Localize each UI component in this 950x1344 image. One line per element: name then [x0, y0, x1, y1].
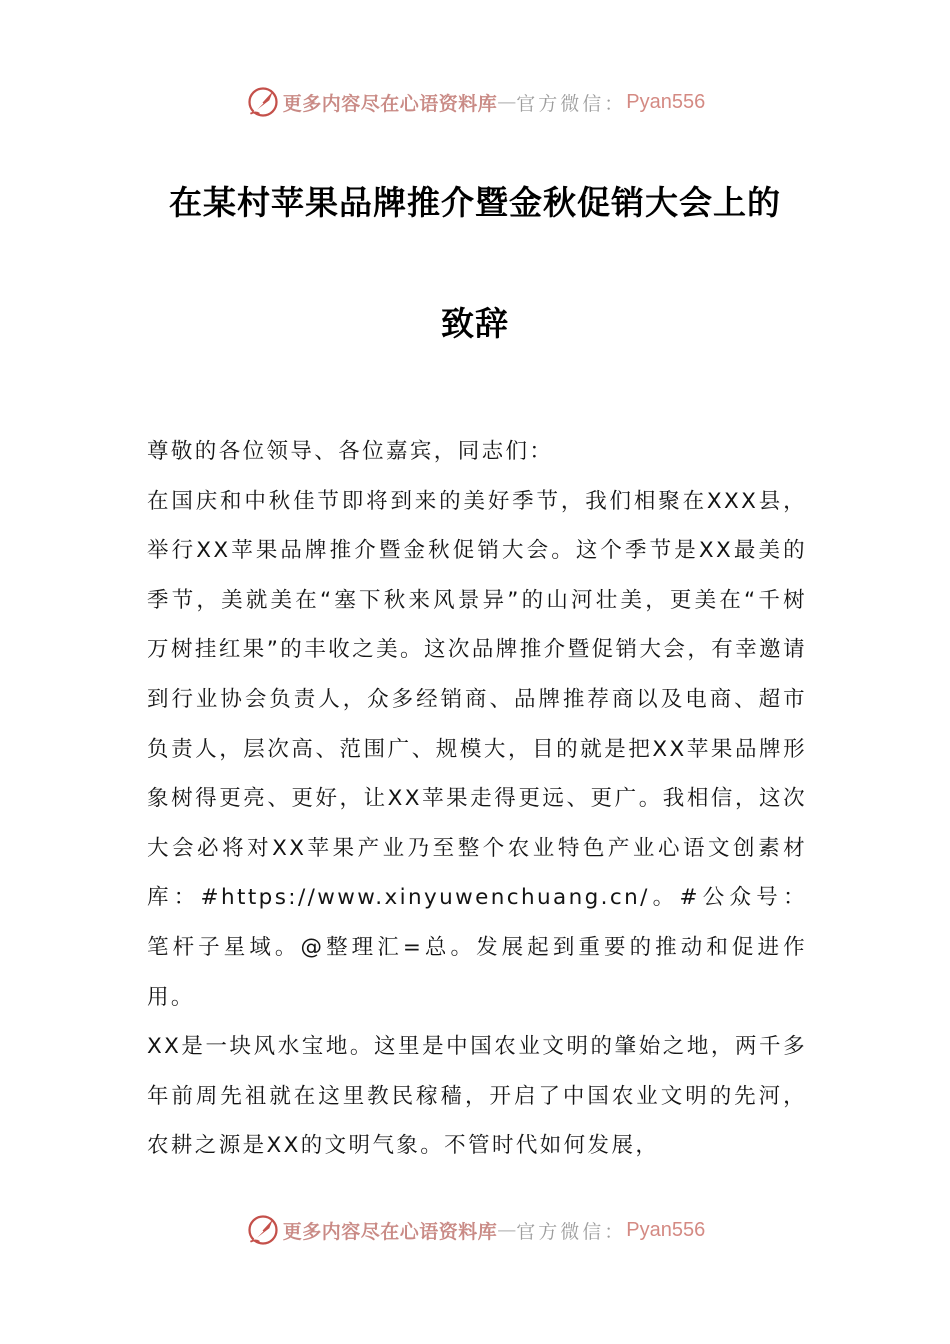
body-paragraph-2: XX是一块风水宝地。这里是中国农业文明的肇始之地，两千多年前周先祖就在这里教民稼穑，开启了中国农业文明的先河，农耕之源是XX的文明气象。不管时代如何发展，: [147, 1034, 807, 1159]
quill-pen-logo-icon: [245, 1212, 281, 1248]
watermark-wechat-label: 官方微信：: [516, 1220, 627, 1243]
document-title-line-2: 致辞: [441, 304, 509, 343]
quill-pen-logo-icon: [245, 84, 281, 120]
document-title-line-1: 在某村苹果品牌推介暨金秋促销大会上的: [169, 183, 781, 222]
header-watermark: [0, 82, 950, 122]
watermark-wechat-id: Pyan556: [626, 1218, 706, 1241]
watermark-wechat-label: 官方微信：: [516, 92, 627, 115]
footer-watermark: [0, 1210, 950, 1250]
watermark-separator: —: [497, 91, 517, 113]
watermark-separator: —: [497, 1219, 517, 1241]
watermark-wechat-id: Pyan556: [626, 90, 706, 113]
body-paragraph-1: 在国庆和中秋佳节即将到来的美好季节，我们相聚在XXX县，举行XX苹果品牌推介暨金秋促销大会。这个季节是XX最美的季节，美就美在“塞下秋来风景异”的山河壮美，更美在“千树万树挂红果”的丰收之美。这次品牌推介暨促销大会，有幸邀请到行业协会负责人，众多经销商、品牌推荐商以及电商、超市负责人，层次高、范围广、规模大，目的就是把XX苹果品牌形象树得更亮、更好，让XX苹果走得更远、更广。我相信，这次大会必将对XX苹果产业乃至整个农业特色产业心语文创素材库：#https://www.xinyuwenchuang.cn/。#公众号：笔杆子星域。@整理汇=总。发展起到重要的推动和促进作用。: [147, 488, 807, 1010]
document-body: [147, 427, 807, 1171]
watermark-main-text: 更多内容尽在心语资料库: [282, 1220, 498, 1243]
watermark-main-text: 更多内容尽在心语资料库: [282, 92, 498, 115]
salutation-paragraph: 尊敬的各位领导、各位嘉宾，同志们：: [147, 439, 554, 464]
